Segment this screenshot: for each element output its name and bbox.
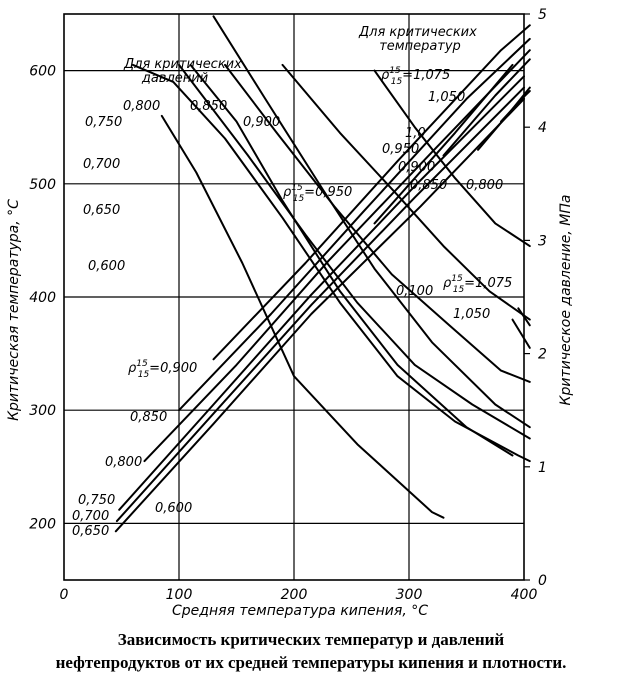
y-right-tick-label: 3 bbox=[538, 233, 547, 250]
label-t-0750: 0,750 bbox=[78, 493, 116, 508]
rho-value: =0,900 bbox=[149, 361, 198, 376]
rho-symbol: ρ bbox=[381, 68, 390, 83]
y-left-axis-title: Критическая температура, °C bbox=[6, 199, 22, 421]
y-left-tick-label: 600 bbox=[29, 63, 56, 80]
label-p-0650: 0,650 bbox=[83, 203, 121, 218]
rho-value: =1,075 bbox=[402, 68, 451, 83]
y-right-tick-label: 4 bbox=[538, 120, 547, 137]
group-temperatures-line1: Для критических bbox=[359, 25, 477, 40]
group-temperatures-label bbox=[358, 25, 481, 54]
x-tick-label: 400 bbox=[510, 587, 538, 603]
group-pressures-line2: давлений bbox=[141, 71, 209, 86]
y-right-tick-label: 0 bbox=[538, 573, 547, 589]
label-p-1075 bbox=[443, 274, 512, 295]
label-t-0800: 0,800 bbox=[105, 455, 143, 470]
y-left-tick-label: 200 bbox=[29, 516, 56, 533]
rho-symbol: ρ bbox=[443, 276, 452, 291]
label-p-0900: 0,900 bbox=[243, 115, 281, 130]
x-tick-label: 100 bbox=[165, 587, 193, 603]
caption-line-2: нефтепродуктов от их средней температуры кипения и плотности. bbox=[55, 653, 567, 672]
label-p-0100: 0,100 bbox=[396, 284, 434, 299]
temperature-curve-0850 bbox=[179, 39, 530, 410]
pressure-curve-0700 bbox=[214, 16, 530, 427]
x-axis-title: Средняя температура кипения, °C bbox=[172, 603, 428, 619]
rho-sup: 15 bbox=[451, 274, 463, 284]
y-right-tick-label: 2 bbox=[538, 346, 547, 363]
rho-sub: 15 bbox=[137, 370, 150, 380]
caption-line-1: Зависимость критических температур и давлений bbox=[117, 630, 505, 649]
pressure-curve-0800 bbox=[179, 65, 530, 439]
label-t-0800b: 0,800 bbox=[466, 178, 504, 193]
label-p-0600: 0,600 bbox=[88, 259, 126, 274]
label-p-1050: 1,050 bbox=[453, 307, 491, 322]
label-p-0800: 0,800 bbox=[123, 99, 161, 114]
rho-value: =0,950 bbox=[304, 185, 353, 200]
pressure-curve-0850 bbox=[225, 65, 530, 382]
label-p-0850: 0,850 bbox=[190, 99, 228, 114]
rho-sub: 15 bbox=[452, 285, 465, 295]
label-t-0650: 0,650 bbox=[72, 524, 110, 539]
label-t-0950 bbox=[283, 183, 352, 204]
label-t-0700: 0,700 bbox=[72, 509, 110, 524]
group-temperatures-line2: температур bbox=[379, 39, 461, 54]
rho-sub: 15 bbox=[292, 194, 305, 204]
label-p-0750: 0,750 bbox=[85, 115, 123, 130]
y-right-tick-label: 1 bbox=[538, 459, 547, 476]
x-tick-label: 0 bbox=[59, 587, 69, 603]
y-left-tick-label: 400 bbox=[29, 290, 56, 306]
pressure-curve-1050 bbox=[513, 320, 530, 348]
label-t-0950b: 0,950 bbox=[382, 142, 420, 157]
rho-value: =1,075 bbox=[464, 276, 513, 291]
label-p-0600b: 0,600 bbox=[155, 501, 193, 516]
label-t-0850b: 0,850 bbox=[410, 178, 448, 193]
label-t-0900b: 0,900 bbox=[398, 160, 436, 175]
group-pressures-label bbox=[123, 57, 246, 86]
rho-symbol: ρ bbox=[128, 361, 137, 376]
label-t-10: 1,0 bbox=[405, 126, 426, 141]
group-pressures-line1: Для критических bbox=[124, 57, 242, 72]
label-t-0900 bbox=[128, 359, 197, 380]
pressure-curve-0600 bbox=[162, 116, 444, 518]
y-left-tick-label: 500 bbox=[29, 176, 56, 193]
figure-caption bbox=[0, 628, 622, 674]
rho-sup: 15 bbox=[291, 183, 303, 193]
label-t-1050: 1,050 bbox=[428, 90, 466, 105]
curves bbox=[116, 16, 530, 531]
x-tick-label: 300 bbox=[395, 587, 423, 603]
y-right-tick-label: 5 bbox=[538, 7, 547, 23]
rho-sup: 15 bbox=[389, 66, 401, 76]
y-left-tick-label: 300 bbox=[29, 403, 56, 420]
label-t-1075 bbox=[381, 66, 450, 87]
rho-sub: 15 bbox=[390, 77, 403, 87]
rho-sup: 15 bbox=[136, 359, 148, 369]
label-t-0850: 0,850 bbox=[130, 410, 168, 425]
rho-symbol: ρ bbox=[283, 185, 292, 200]
y-right-axis-title: Критическое давление, МПа bbox=[558, 194, 574, 406]
label-p-0700: 0,700 bbox=[83, 157, 121, 172]
x-tick-label: 200 bbox=[280, 587, 308, 603]
